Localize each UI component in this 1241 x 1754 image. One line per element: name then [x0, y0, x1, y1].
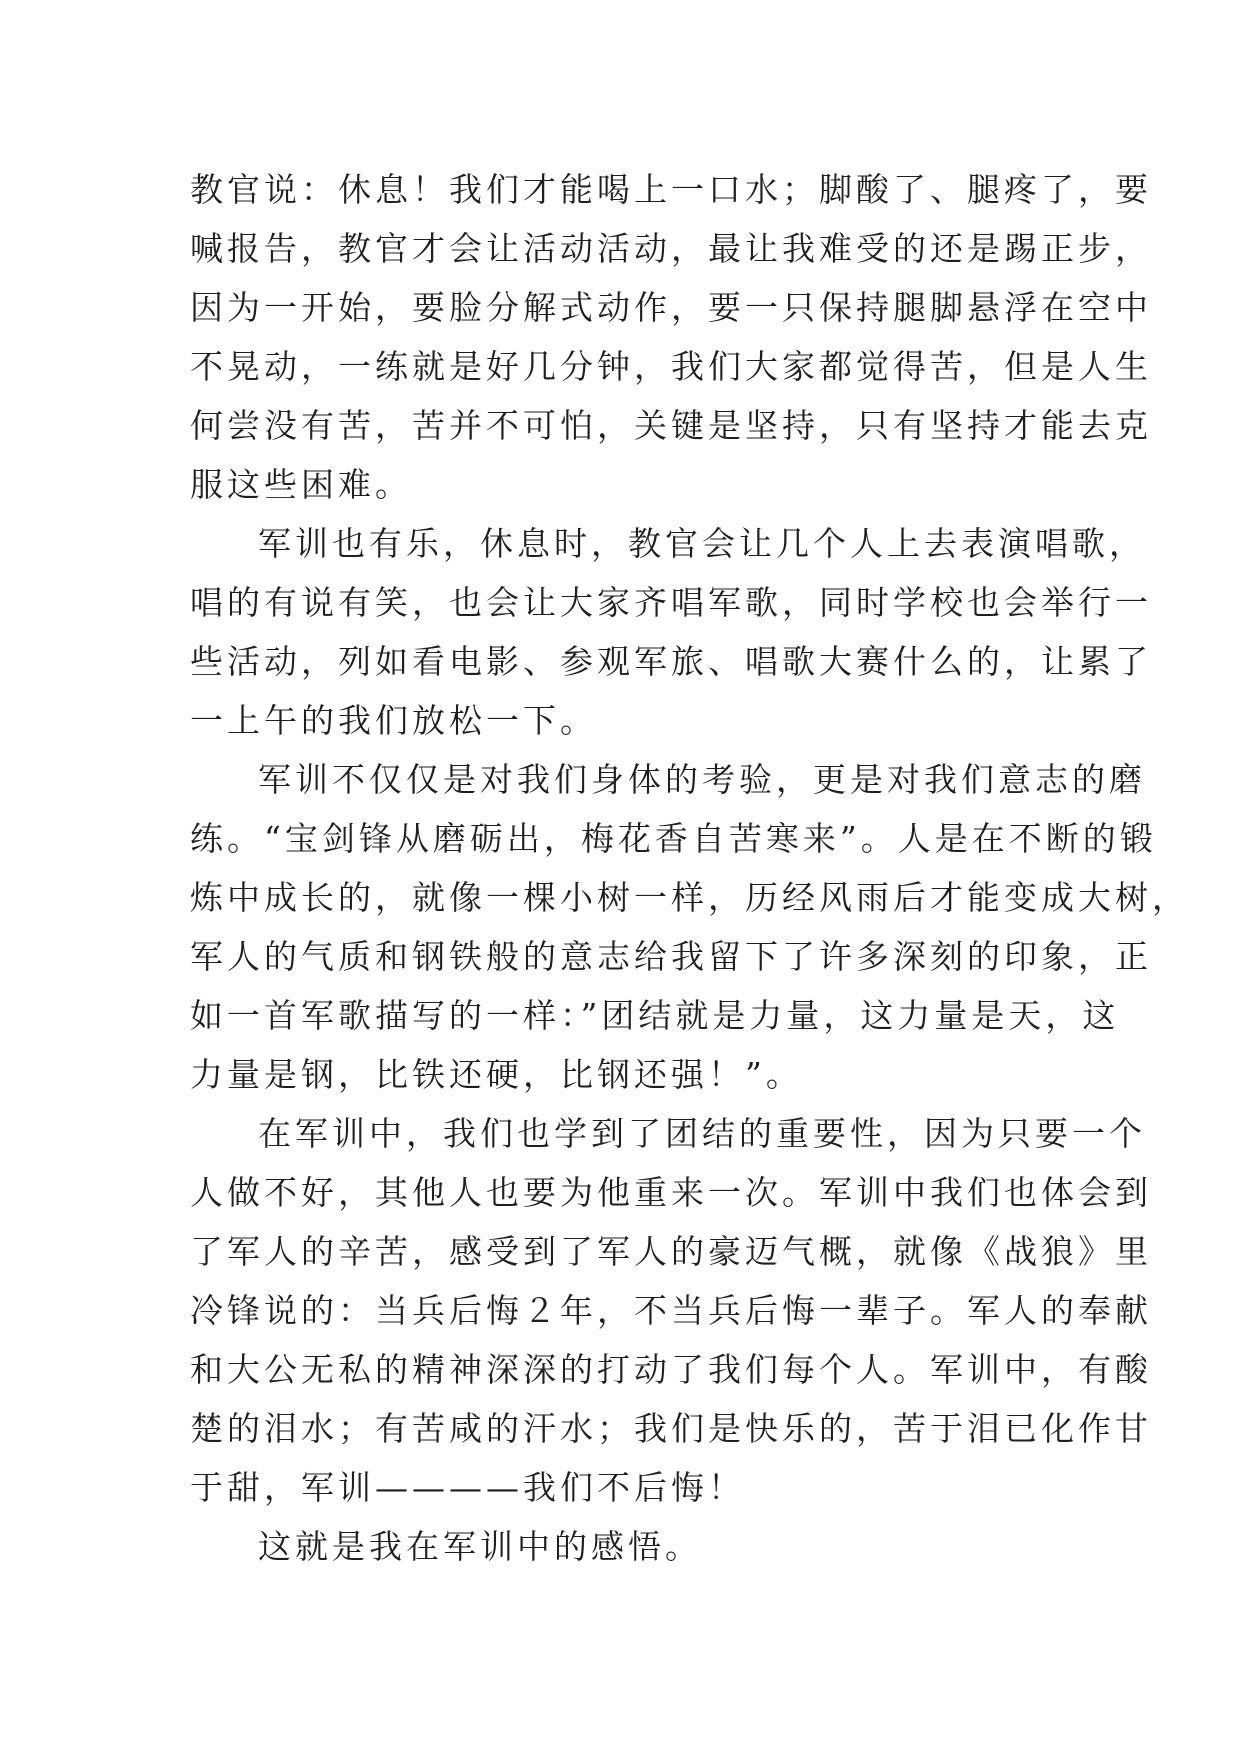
text-line: 如一首军歌描写的一样：”团结就是力量，这力量是天，这: [190, 996, 1120, 1035]
text-line: 和大公无私的精神深深的打动了我们每个人。军训中，有酸: [190, 1350, 1152, 1389]
text-line: 了军人的辛苦，感受到了军人的豪迈气概，就像《战狼》里: [190, 1232, 1152, 1271]
text-line: 教官说：休息！我们才能喝上一口水；脚酸了、腿疼了，要: [190, 170, 1152, 209]
text-line: 服这些困难。: [190, 465, 412, 504]
paragraph-first-line: 军训不仅仅是对我们身体的考验，更是对我们意志的磨: [258, 760, 1146, 799]
text-line: 力量是钢，比铁还硬，比钢还强！”。: [190, 1055, 803, 1094]
text-line: 练。“宝剑锋从磨砺出，梅花香自苦寒来”。人是在不断的锻: [190, 819, 1157, 858]
text-line: 喊报告，教官才会让活动活动，最让我难受的还是踢正步，: [190, 229, 1152, 268]
text-line: 些活动，列如看电影、参观军旅、唱歌大赛什么的，让累了: [190, 642, 1152, 681]
text-line: 不晃动，一练就是好几分钟，我们大家都觉得苦，但是人生: [190, 347, 1152, 386]
text-line: 炼中成长的，就像一棵小树一样，历经风雨后才能变成大树，: [190, 878, 1189, 917]
text-line: 何尝没有苦，苦并不可怕，关键是坚持，只有坚持才能去克: [190, 406, 1152, 445]
paragraph-first-line: 这就是我在军训中的感悟。: [258, 1527, 702, 1566]
text-line: 唱的有说有笑，也会让大家齐唱军歌，同时学校也会举行一: [190, 583, 1152, 622]
text-line: 楚的泪水；有苦咸的汗水；我们是快乐的，苦于泪已化作甘: [190, 1409, 1152, 1448]
text-line: 因为一开始，要脸分解式动作，要一只保持腿脚悬浮在空中: [190, 288, 1152, 327]
text-line: 冷锋说的：当兵后悔２年，不当兵后悔一辈子。军人的奉献: [190, 1291, 1152, 1330]
paragraph-first-line: 军训也有乐，休息时，教官会让几个人上去表演唱歌，: [258, 524, 1146, 563]
document-body: [190, 160, 1189, 1576]
text-line: 于甜，军训————我们不后悔！: [190, 1468, 745, 1507]
text-line: 人做不好，其他人也要为他重来一次。军训中我们也体会到: [190, 1173, 1152, 1212]
paragraph-first-line: 在军训中，我们也学到了团结的重要性，因为只要一个: [258, 1114, 1146, 1153]
text-line: 一上午的我们放松一下。: [190, 701, 597, 740]
text-line: 军人的气质和钢铁般的意志给我留下了许多深刻的印象，正: [190, 937, 1152, 976]
